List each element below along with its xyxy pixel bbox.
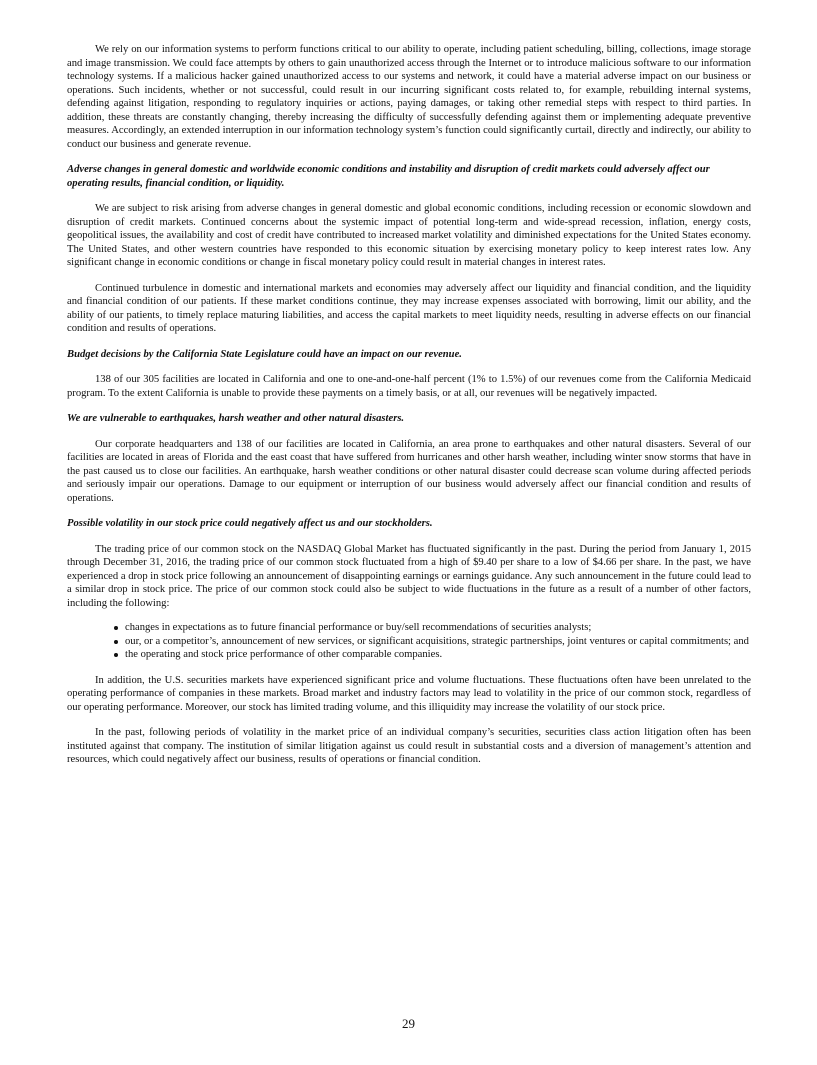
paragraph-california-medicaid: 138 of our 305 facilities are located in California and one to one-and-one-half percent (1% to 1.5%) of our revenues come from the California Medicaid program. To the extent California is unable to provide these payments on a timely basis, or at all, our revenues will be negatively impacted. [67, 374, 751, 399]
list-item: the operating and stock price performance of other comparable companies. [115, 648, 751, 662]
heading-natural-disasters: We are vulnerable to earthquakes, harsh weather and other natural disasters. [67, 413, 405, 424]
heading-california-budget: Budget decisions by the California State Legislature could have an impact on our revenue. [67, 348, 462, 360]
heading-economic-conditions: Adverse changes in general domestic and worldwide economic conditions and instability and disruption of credit markets could adversely affect our operating results, financial condition, or liquidity. [67, 164, 710, 189]
paragraph-economic-risk: We are subject to risk arising from adverse changes in general domestic and global economic conditions, including recession or economic slowdown and disruption of credit markets. Continued concerns about the systemic impact of potential long-term and wide-spread recession, inflation, energy costs, geopolitical issues, the availability and cost of credit have contributed to increased market volatility and diminished expectations for the United States economy. The United States, and other western countries have responded to this economic situation by exercising monetary policy to keep interest rates low. Any significant change in economic conditions or change in fiscal monetary policy could result in material changes in interest rates. [67, 203, 751, 268]
heading-stock-volatility: Possible volatility in our stock price could negatively affect us and our stockholders. [67, 518, 433, 529]
paragraph-stock-price: The trading price of our common stock on the NASDAQ Global Market has fluctuated significantly in the past. During the period from January 1, 2015 through December 31, 2016, the trading price of our common stock fluctuated from a high of $9.40 per share to a low of $4.66 per share. In the past, we have experienced a drop in stock price following an announcement of disappointing earnings or earnings guidance. Any such announcement in the future could lead to a similar drop in stock price. The price of our common stock could also be subject to wide fluctuations in the future as a result of a number of other factors, including the following: [67, 543, 751, 609]
paragraph-market-turbulence: Continued turbulence in domestic and international markets and economies may adversely affect our liquidity and financial condition, and the liquidity and financial condition of our patients. If these market conditions continue, they may increase expenses associated with borrowing, limit our ability, and the ability of our patients, to timely replace maturing liabilities, and access the capital markets to meet liquidity needs, resulting in adverse effects on our financial condition and results of operations. [67, 282, 751, 334]
list-item: changes in expectations as to future financial performance or buy/sell recommendations of securities analysts; [115, 621, 751, 635]
page-number: 29 [402, 1016, 415, 1031]
paragraph-earthquakes: Our corporate headquarters and 138 of our facilities are located in California, an area prone to earthquakes and other natural disasters. Several of our facilities are located in areas of Florida and the east coast that have suffered from hurricanes and other harsh weather, including winter snow storms that have in the past caused us to close our facilities. An earthquake, harsh weather conditions or other natural disaster could decrease scan volume during affected periods and seriously impair our operations. Damage to our equipment or interruption of our business would adversely affect our financial condition and results of operations. [67, 438, 751, 504]
bullet-icon [114, 640, 118, 644]
document-page [67, 43, 751, 767]
bullet-icon [114, 653, 118, 657]
paragraph-class-action: In the past, following periods of volatility in the market price of an individual company’s securities, securities class action litigation often has been instituted against that company. The institution of similar litigation against us could result in substantial costs and a diversion of management’s attention and resources, which could negatively affect our business, results of operations or financial condition. [67, 727, 751, 765]
paragraph-securities-markets: In addition, the U.S. securities markets have experienced significant price and volume fluctuations. These fluctuations often have been unrelated to the operating performance of companies in these markets. Broad market and industry factors may lead to volatility in the price of our common stock, regardless of our operating performance. Moreover, our stock has limited trading volume, and this illiquidity may increase the volatility of our stock price. [67, 674, 751, 713]
bullet-icon [114, 626, 118, 630]
paragraph-information-systems: We rely on our information systems to perform functions critical to our ability to operate, including patient scheduling, billing, collections, image storage and image transmission. We could face attempts by others to gain unauthorized access through the Internet or to introduce malicious software to our information technology systems. If a malicious hacker gained unauthorized access to our systems and network, it could have a material adverse impact on our business or operations. Such incidents, whether or not successful, could result in our incurring significant costs related to, for example, rebuilding internal systems, defending against litigation, responding to regulatory inquiries or actions, paying damages, or taking other remedial steps with respect to third parties. In addition, these threats are constantly changing, thereby increasing the difficulty of successfully defending against them or implementing adequate preventive measures. Accordingly, an extended interruption in our information technology system’s function could significantly curtail, directly and indirectly, our ability to conduct our business and generate revenue. [67, 44, 751, 150]
factor-list [67, 621, 751, 662]
list-item: our, or a competitor’s, announcement of new services, or significant acquisitions, strategic partnerships, joint ventures or capital commitments; and [115, 635, 751, 649]
